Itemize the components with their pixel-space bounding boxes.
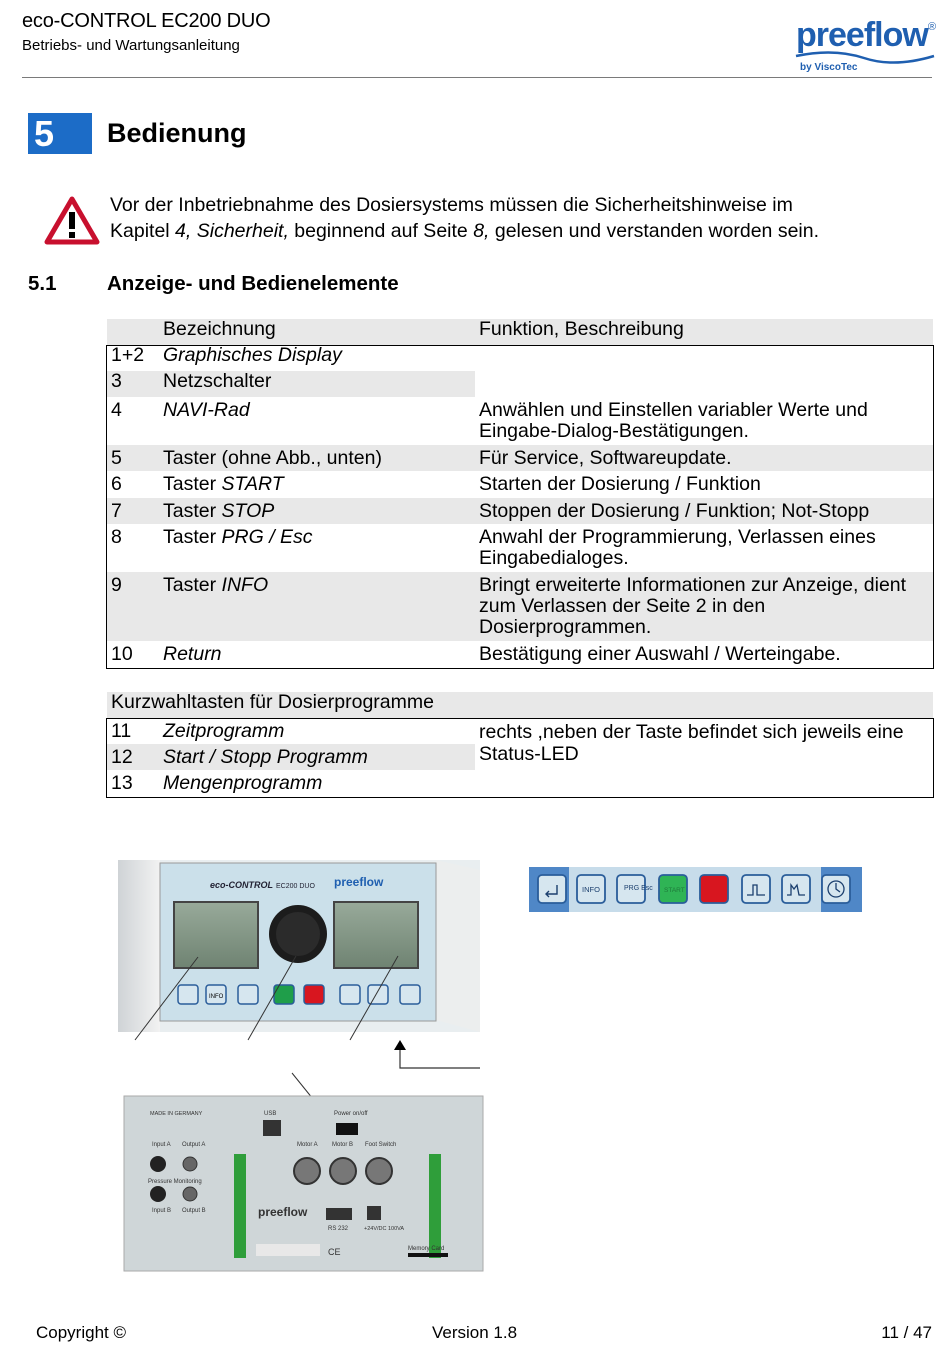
table-row: [107, 572, 933, 641]
row-number: 9: [107, 572, 159, 641]
logo-subtext: by ViscoTec: [800, 62, 858, 73]
table-row: [107, 498, 933, 524]
row-label: [159, 345, 475, 371]
row-label-italic: Zeitprogramm: [163, 719, 285, 742]
row-number: 7: [107, 498, 159, 524]
row-label-italic: Return: [163, 642, 222, 665]
row-label-text: Netzschalter: [163, 370, 272, 392]
table-row: [107, 641, 933, 667]
row-label: [159, 471, 475, 498]
output-b-connector: [183, 1187, 197, 1201]
input-b-connector: [150, 1186, 166, 1202]
chapter-number: 5: [28, 113, 92, 154]
row-label-italic: STOP: [221, 499, 275, 522]
row-description: Starten der Dosierung / Funktion: [479, 473, 761, 495]
made-in-label: MADE IN GERMANY: [150, 1111, 203, 1117]
document-subtitle: Betriebs- und Wartungsanleitung: [22, 37, 240, 54]
panel-info-label: INFO: [209, 994, 224, 1000]
strip-start-label: START: [664, 887, 685, 894]
row-description: Anwahl der Programmierung, Verlassen eines Eingabedialoges.: [479, 526, 876, 569]
table-row: [107, 524, 933, 572]
front-panel-illustration: [118, 860, 483, 1075]
shortcut-keys-table: [107, 692, 933, 796]
table-header-row: [107, 319, 933, 345]
notice-chapter-ref: 4, Sicherheit,: [175, 220, 289, 242]
row-label: [159, 718, 475, 744]
table-row: [107, 371, 933, 397]
left-terminal-block: [234, 1154, 246, 1258]
back-panel-logo: preeflow: [258, 1205, 308, 1219]
notice-page-ref: 8,: [473, 220, 490, 242]
row-label: [159, 371, 475, 397]
row-description: Bestätigung einer Auswahl / Werteingabe.: [479, 642, 841, 665]
right-lcd-display: [334, 902, 418, 968]
row-description: [475, 371, 933, 397]
status-led-note: rechts ,neben der Taste befindet sich jeweils eine Status-LED: [479, 721, 904, 765]
section-number: 5.1: [28, 272, 57, 295]
logo-text: preeflow: [796, 16, 928, 54]
left-lcd-display: [174, 902, 258, 968]
row-label-text: Taster (ohne Abb., unten): [163, 446, 382, 469]
safety-notice: [110, 192, 900, 244]
output-a-label: Output A: [182, 1142, 206, 1148]
table-row: [107, 445, 933, 471]
row-number: 1+2: [111, 344, 145, 366]
notice-text: gelesen und verstanden worden sein.: [489, 220, 820, 242]
panel-brand: eco-CONTROL: [210, 880, 273, 890]
logo-reg-mark: ®: [928, 21, 937, 33]
document-title: eco-CONTROL EC200 DUO: [22, 10, 271, 32]
section-title: Anzeige- und Bedienelemente: [107, 272, 399, 295]
row-number: 4: [111, 399, 122, 421]
table-row: [107, 471, 933, 498]
footer-page-number: 11 / 47: [881, 1323, 932, 1342]
power-input-socket: [367, 1206, 381, 1220]
motor-a-connector: [294, 1158, 320, 1184]
table-row: [107, 718, 933, 744]
chapter-title: Bedienung: [107, 118, 247, 148]
power-switch-label: Power on/off: [334, 1111, 368, 1117]
motor-b-label: Motor B: [332, 1142, 354, 1148]
row-label: [159, 641, 475, 667]
row-label-text: Taster: [163, 473, 222, 495]
table-row: [107, 345, 933, 371]
row-label: [159, 445, 475, 471]
safety-notice-line-2: [110, 218, 900, 244]
strip-info-label: INFO: [582, 885, 600, 894]
row-description: Bringt erweiterte Informationen zur Anzeige, dient zum Verlassen der Seite 2 in den Dosierprogrammen.: [475, 572, 933, 641]
serial-label-plate: [256, 1244, 320, 1256]
table-row: [107, 397, 933, 445]
row-label-text: Taster: [163, 574, 222, 596]
keypad-strip-illustration: [529, 867, 862, 912]
input-a-connector: [150, 1156, 166, 1172]
row-description: Stoppen der Dosierung / Funktion; Not-Stopp: [475, 498, 933, 524]
notice-text: beginnend auf Seite: [288, 220, 474, 242]
table-header-cell: [107, 319, 159, 345]
row-description: [475, 345, 933, 371]
usb-port: [263, 1120, 281, 1136]
strip-prg-label: PRG Esc: [624, 885, 653, 892]
row-label: [159, 744, 475, 770]
row-label: [159, 572, 475, 641]
row-number: 6: [111, 473, 122, 495]
panel-model: EC200 DUO: [276, 883, 315, 890]
memory-card-label: Memory Card: [408, 1246, 445, 1252]
motor-a-label: Motor A: [297, 1142, 318, 1148]
rs232-label: RS 232: [328, 1226, 349, 1232]
table-header-cell: Funktion, Beschreibung: [475, 319, 933, 345]
motor-b-connector: [330, 1158, 356, 1184]
row-number: 10: [111, 642, 133, 665]
output-b-label: Output B: [182, 1208, 206, 1214]
header-divider: [22, 77, 932, 78]
footer-copyright: Copyright ©: [36, 1323, 127, 1342]
row-label: [159, 397, 475, 445]
warning-triangle-icon: [44, 196, 100, 246]
table-header-cell: Kurzwahltasten für Dosierprogramme: [107, 692, 933, 718]
row-label: [159, 498, 475, 524]
back-panel-illustration: [122, 1070, 484, 1272]
row-description: Anwählen und Einstellen variabler Werte und Eingabe-Dialog-Bestätigungen.: [479, 399, 868, 442]
row-label: [159, 524, 475, 572]
preeflow-logo: [794, 10, 939, 74]
input-b-label: Input B: [152, 1208, 172, 1214]
row-label-italic: START: [221, 473, 284, 495]
right-terminal-block: [429, 1154, 441, 1258]
row-label-text: Taster: [163, 499, 222, 522]
power-input-label: +24V/DC 100VA: [364, 1226, 405, 1232]
row-description: Für Service, Softwareupdate.: [475, 445, 933, 471]
row-label-italic: INFO: [221, 574, 269, 596]
controls-table: [107, 319, 933, 667]
rs232-port: [326, 1208, 352, 1220]
foot-switch-connector: [366, 1158, 392, 1184]
notice-text: Kapitel: [110, 220, 176, 242]
table-header-row: [107, 692, 933, 718]
row-label-italic: Start / Stopp Programm: [163, 745, 368, 768]
panel-logo: preeflow: [334, 875, 384, 889]
row-label-italic: NAVI-Rad: [163, 399, 250, 421]
input-a-label: Input A: [152, 1142, 171, 1148]
row-number: 8: [111, 526, 122, 548]
row-label-italic: PRG / Esc: [221, 526, 313, 548]
row-number: 12: [107, 744, 159, 770]
ce-mark: CE: [328, 1247, 341, 1257]
row-label: [159, 770, 475, 796]
memory-card-slot: [408, 1253, 448, 1257]
usb-label: USB: [264, 1111, 277, 1117]
row-label-italic: Mengenprogramm: [163, 771, 323, 794]
power-switch: [336, 1123, 358, 1135]
foot-switch-label: Foot Switch: [365, 1142, 397, 1148]
pressure-monitoring-label: Pressure Monitoring: [148, 1179, 202, 1185]
row-number: 11: [111, 719, 132, 742]
table-header-cell: Bezeichnung: [159, 319, 475, 345]
row-label-italic: Graphisches Display: [163, 344, 342, 366]
safety-notice-line-1: Vor der Inbetriebnahme des Dosiersystems müssen die Sicherheitshinweise im: [110, 194, 793, 216]
output-a-connector: [183, 1157, 197, 1171]
row-number: 5: [107, 445, 159, 471]
row-number: 3: [107, 371, 159, 397]
row-number: 13: [111, 771, 133, 794]
row-label-text: Taster: [163, 526, 222, 548]
footer-version: Version 1.8: [432, 1323, 518, 1342]
